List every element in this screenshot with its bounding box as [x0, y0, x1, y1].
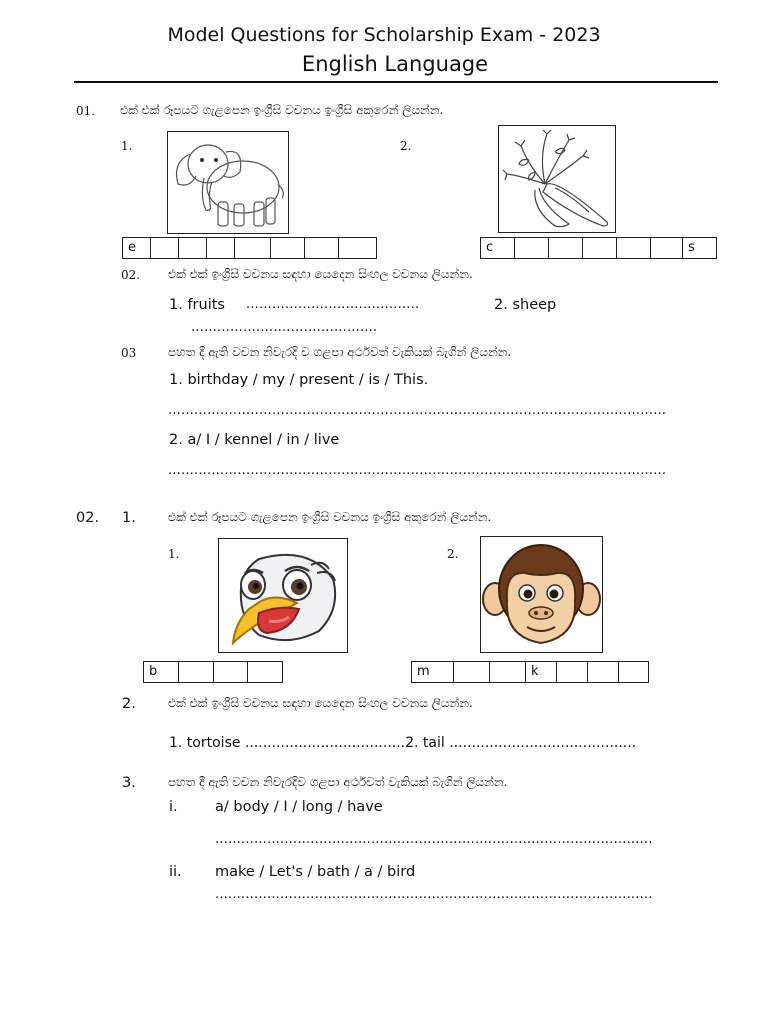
answer-line[interactable]: ..................................................................................................... [215, 832, 653, 847]
section2-q1-instruction: එක් එක් රූපයට ගැළපෙන ඉංග්‍රීසි වචනය ඉංග්‍රීසි අකුරෙන් ලියන්න. [168, 510, 492, 524]
answer-line[interactable]: ..................................................................................................... [215, 887, 653, 902]
answer-boxes-carrot [480, 237, 717, 259]
answer-box[interactable] [549, 238, 583, 258]
section2-q3-i-label: i. [169, 799, 178, 815]
section1-number: 01. [76, 104, 96, 118]
section2-number: 02. [76, 510, 100, 526]
section2-q3-number: 3. [122, 775, 136, 791]
section1-q2-instruction: එක් එක් ඉංග්‍රීසි වචනය සඳහා යෙදෙන සිංහල වචනය ලියන්න. [168, 267, 473, 281]
answer-box[interactable] [454, 662, 490, 682]
section2-q3-instruction: පහත දී ඇති වචන නිවැරදිව ගළපා අර්ථවත් වැකියක් බැගින් ලියන්න. [168, 775, 508, 789]
monkey-icon [481, 537, 602, 652]
answer-line[interactable]: ................................................................................................................... [168, 403, 667, 418]
section1-q3-item2: 2. a/ I / kennel / in / live [169, 432, 340, 448]
section2-item1-label: 1. [168, 547, 180, 561]
page-title: Model Questions for Scholarship Exam - 2023 [167, 24, 601, 46]
answer-box[interactable]: e [123, 238, 151, 258]
answer-box[interactable] [515, 238, 549, 258]
section1-q2-item2: 2. sheep [494, 297, 557, 313]
answer-box[interactable]: m [412, 662, 454, 682]
answer-box[interactable] [214, 662, 248, 682]
answer-box[interactable]: s [688, 240, 695, 255]
page-subtitle: English Language [301, 52, 489, 76]
answer-box[interactable] [305, 238, 339, 258]
answer-box[interactable] [651, 238, 683, 258]
section1-q2-item1: 1. fruits [169, 297, 225, 313]
section1-item1-label: 1. [121, 139, 133, 153]
section1-item2-label: 2. [400, 139, 412, 153]
answer-box[interactable]: k [526, 662, 557, 682]
section1-q2-number: 02. [121, 268, 141, 282]
section2-q3-i-text: a/ body / I / long / have [215, 799, 383, 815]
section1-q3-item1: 1. birthday / my / present / is / This. [169, 372, 429, 388]
elephant-icon [168, 132, 288, 233]
answer-box[interactable] [339, 238, 375, 258]
section1-q1-instruction: එක් එක් රූපයට ගැළපෙන ඉංග්‍රීසි වචනය ඉංග්‍රීසි අකුරෙන් ලියන්න. [120, 103, 444, 117]
answer-box[interactable] [151, 238, 179, 258]
bird-icon [219, 539, 347, 652]
section1-q3-number: 03 [121, 346, 137, 360]
answer-box[interactable]: c [481, 238, 515, 258]
section2-q3-ii-label: ii. [169, 864, 182, 880]
answer-box[interactable] [557, 662, 588, 682]
header-divider [74, 81, 718, 83]
section1-q3-instruction: පහත දී ඇති වචන නිවැරදි ව ගළපා අර්ථවත් වැකියක් බැගින් ලියන්න. [168, 345, 512, 359]
section2-item2-label: 2. [447, 547, 459, 561]
answer-box[interactable] [583, 238, 617, 258]
answer-box[interactable] [235, 238, 271, 258]
carrot-icon [499, 126, 615, 232]
answer-box[interactable] [271, 238, 305, 258]
answer-box[interactable] [179, 238, 207, 258]
section2-q2-number: 2. [122, 696, 136, 712]
answer-box[interactable] [207, 238, 235, 258]
answer-box[interactable] [619, 662, 648, 682]
answer-box[interactable] [179, 662, 214, 682]
answer-boxes-bird [143, 661, 283, 683]
elephant-picture [167, 131, 289, 234]
section2-q1-number: 1. [122, 510, 136, 526]
answer-boxes-monkey [411, 661, 649, 683]
section2-q3-ii-text: make / Let's / bath / a / bird [215, 864, 416, 880]
answer-line[interactable]: ................................................................................................................... [168, 463, 667, 478]
section2-q2-line[interactable]: 1. tortoise ....................................2. tail .......................................... [169, 735, 637, 751]
monkey-picture [480, 536, 603, 653]
carrot-picture [498, 125, 616, 233]
answer-line[interactable]: ........................................... [191, 320, 378, 335]
answer-box[interactable]: b [144, 662, 179, 682]
answer-box[interactable] [248, 662, 282, 682]
answer-box[interactable] [588, 662, 619, 682]
answer-box[interactable] [617, 238, 651, 258]
answer-box[interactable] [490, 662, 526, 682]
answer-boxes-elephant [122, 237, 377, 259]
answer-line[interactable]: ........................................ [246, 297, 420, 312]
bird-picture [218, 538, 348, 653]
section2-q2-instruction: එක් එක් ඉංග්‍රීසි වචනය සඳහා යෙදෙන සිංහල වචනය ලියන්න. [168, 696, 473, 710]
